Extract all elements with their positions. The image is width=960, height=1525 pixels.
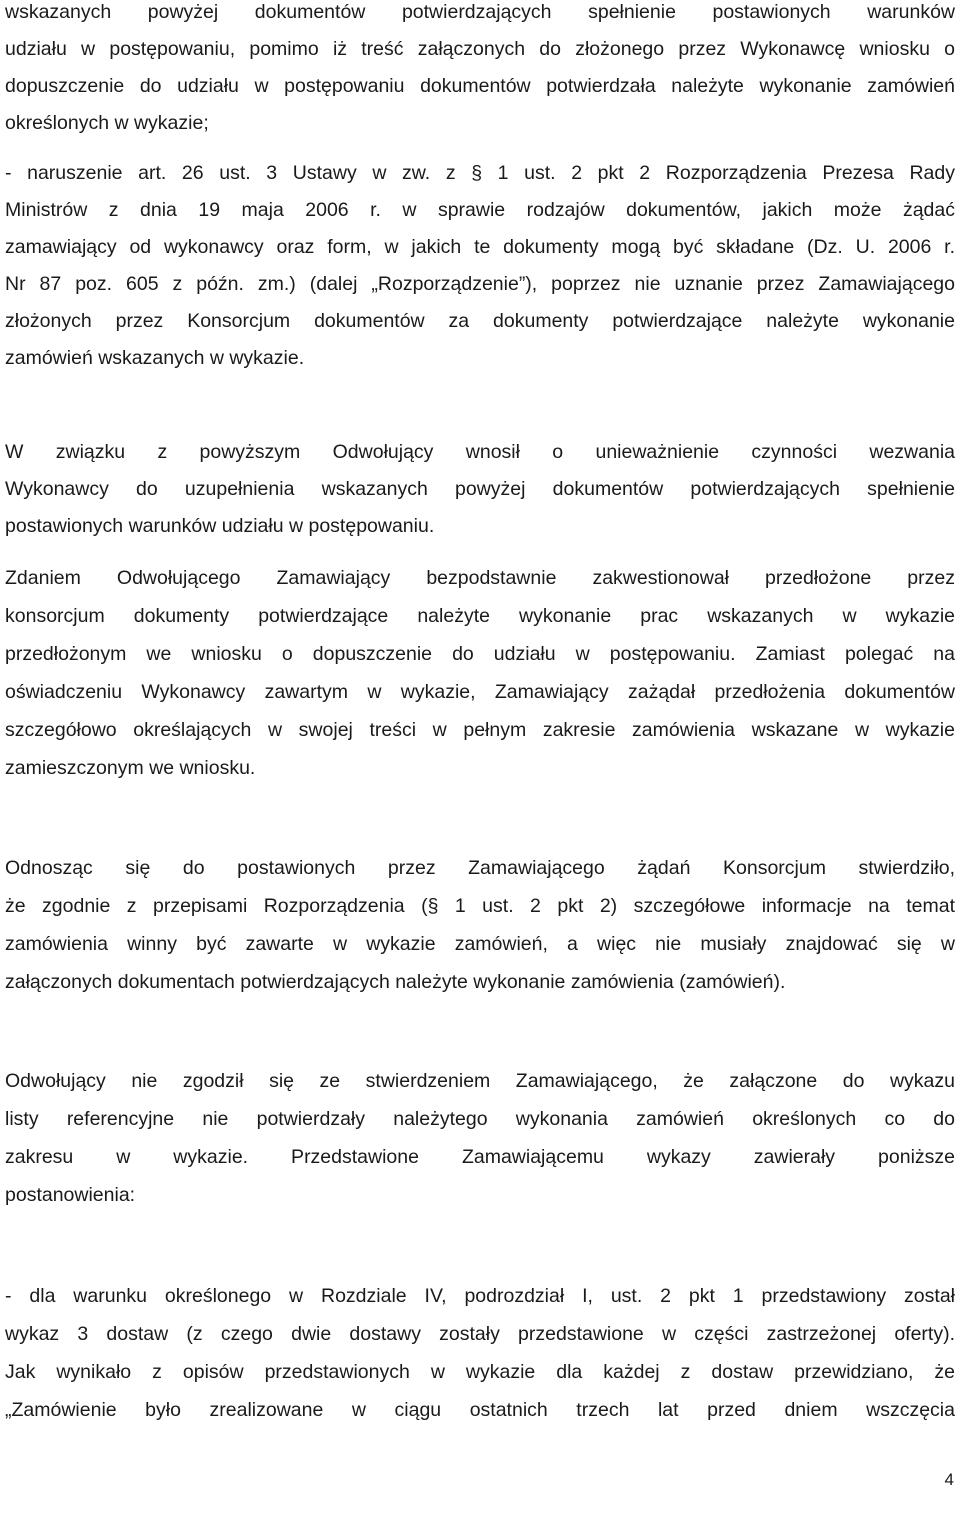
page-number: 4 [944, 1470, 954, 1489]
text-line: postawionych warunków udziału w postępowaniu. [5, 515, 435, 537]
text-line: konsorcjum dokumenty potwierdzające należyte wykonanie prac wskazanych w wykazie [5, 605, 955, 627]
text-line: oświadczeniu Wykonawcy zawartym w wykazie, Zamawiający zażądał przedłożenia dokumentów [5, 681, 955, 703]
text-line: Nr 87 poz. 605 z późn. zm.) (dalej „Rozporządzenie”), poprzez nie uznanie przez Zamawiającego [5, 273, 955, 295]
text-line: Ministrów z dnia 19 maja 2006 r. w sprawie rodzajów dokumentów, jakich może żądać [5, 199, 955, 221]
text-line: - naruszenie art. 26 ust. 3 Ustawy w zw. z § 1 ust. 2 pkt 2 Rozporządzenia Prezesa Rady [5, 162, 955, 184]
text-line: dopuszczenie do udziału w postępowaniu dokumentów potwierdzała należyte wykonanie zamówień [5, 75, 955, 97]
text-line: udziału w postępowaniu, pomimo iż treść załączonych do złożonego przez Wykonawcę wniosku o [5, 38, 955, 60]
text-line: Odwołujący nie zgodził się ze stwierdzeniem Zamawiającego, że załączone do wykazu [5, 1070, 955, 1092]
text-line: Zdaniem Odwołującego Zamawiający bezpodstawnie zakwestionował przedłożone przez [5, 567, 955, 589]
text-line: postanowienia: [5, 1184, 136, 1206]
text-line: załączonych dokumentach potwierdzających należyte wykonanie zamówienia (zamówień). [5, 971, 786, 993]
text-line: zamawiający od wykonawcy oraz form, w jakich te dokumenty mogą być składane (Dz. U. 2006 r. [5, 236, 955, 258]
text-line: określonych w wykazie; [5, 112, 209, 134]
text-line: „Zamówienie było zrealizowane w ciągu ostatnich trzech lat przed dniem wszczęcia [5, 1399, 955, 1421]
text-line: zamówień wskazanych w wykazie. [5, 347, 305, 369]
text-line: - dla warunku określonego w Rozdziale IV, podrozdział I, ust. 2 pkt 1 przedstawiony został [5, 1285, 955, 1307]
text-line: przedłożonym we wniosku o dopuszczenie do udziału w postępowaniu. Zamiast polegać na [5, 643, 955, 665]
text-line: zakresu w wykazie. Przedstawione Zamawiającemu wykazy zawierały poniższe [5, 1146, 955, 1168]
text-line: złożonych przez Konsorcjum dokumentów za dokumenty potwierdzające należyte wykonanie [5, 310, 955, 332]
text-line: wskazanych powyżej dokumentów potwierdzających spełnienie postawionych warunków [5, 1, 955, 23]
text-line: Odnosząc się do postawionych przez Zamawiającego żądań Konsorcjum stwierdziło, [5, 857, 955, 879]
text-line: zamieszczonym we wniosku. [5, 757, 256, 779]
text-line: listy referencyjne nie potwierdzały należytego wykonania zamówień określonych co do [5, 1108, 955, 1130]
text-line: Jak wynikało z opisów przedstawionych w wykazie dla każdej z dostaw przewidziano, że [5, 1361, 955, 1383]
text-line: wykaz 3 dostaw (z czego dwie dostawy zostały przedstawione w części zastrzeżonej oferty). [5, 1323, 955, 1345]
text-line: Wykonawcy do uzupełnienia wskazanych powyżej dokumentów potwierdzających spełnienie [5, 478, 955, 500]
text-line: W związku z powyższym Odwołujący wnosił o unieważnienie czynności wezwania [5, 441, 955, 463]
text-line: że zgodnie z przepisami Rozporządzenia (§ 1 ust. 2 pkt 2) szczegółowe informacje na temat [5, 895, 955, 917]
text-line: zamówienia winny być zawarte w wykazie zamówień, a więc nie musiały znajdować się w [5, 933, 955, 955]
text-line: szczegółowo określających w swojej treści w pełnym zakresie zamówienia wskazane w wykazie [5, 719, 955, 741]
